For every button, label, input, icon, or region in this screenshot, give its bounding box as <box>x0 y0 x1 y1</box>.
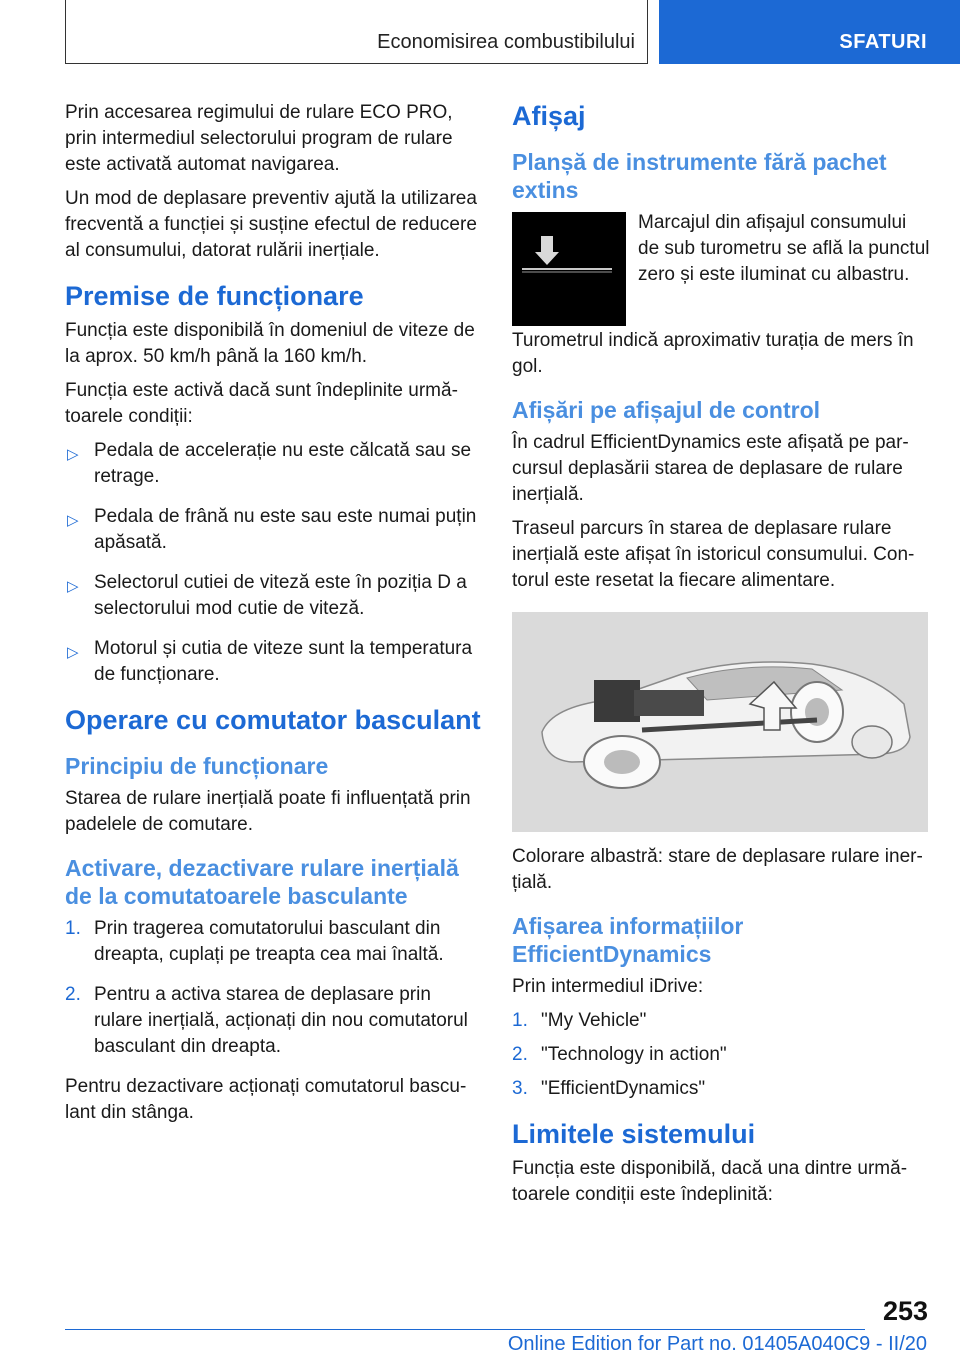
heading-afisari: Afișări pe afișajul de control <box>512 397 821 423</box>
bullet-triangle-icon: ▷ <box>67 644 79 661</box>
list-item: 1. "My Vehicle" <box>512 1010 647 1031</box>
paragraph-idle: Turometrul indică aproximativ turația de mers în gol. <box>512 330 914 377</box>
paragraph-deactivate: Pentru dezactivare acționați comutatorul basculant din stânga. <box>65 1076 467 1123</box>
list-item: 3. "EfficientDynamics" <box>512 1078 706 1099</box>
conditions-list <box>65 438 483 688</box>
section-tab-label: SFATURI <box>839 31 927 53</box>
heading-info: Afișarea informațiilor EfficientDynamics <box>512 913 744 967</box>
list-item: ▷ Pedala de accelerație nu este călcată sau se retrage. <box>67 440 472 487</box>
paragraph-paddles: Starea de rulare inerțială poate fi influențată prin padelele de comutare. <box>65 788 471 835</box>
consumption-indicator-icon <box>512 212 626 326</box>
heading-operare: Operare cu comutator basculant <box>65 705 481 735</box>
list-item: ▷ Motorul și cutia de viteze sunt la temperatura de funcționare. <box>67 638 473 685</box>
heading-premise: Premise de funcționare <box>65 281 364 311</box>
list-item: ▷ Pedala de frână nu este sau este numai puțin apăsată. <box>67 506 477 553</box>
footer-divider <box>65 1329 865 1330</box>
heading-plansa: Planșă de instrumente fără pachet extins <box>512 149 887 203</box>
idrive-steps <box>512 1008 932 1102</box>
page-number: 253 <box>882 1296 928 1326</box>
edition-note: Online Edition for Part no. 01405A040C9 - II/20 <box>507 1333 927 1355</box>
bullet-triangle-icon: ▷ <box>67 578 79 595</box>
chapter-title: Economisirea combustibilului <box>377 31 635 53</box>
paragraph-history: Traseul parcurs în starea de deplasare rulare inerțială este afișat în istoricul consumului. Contorul este resetat la fiecare alimentare. <box>512 518 915 591</box>
paragraph-blue-color: Colorare albastră: stare de deplasare rulare inerțială. <box>512 846 923 893</box>
paragraph-speed-range: Funcția este disponibilă în domeniul de viteze de la aprox. 50 km/h până la 160 km/h. <box>65 320 475 367</box>
heading-afisaj: Afișaj <box>512 101 586 131</box>
paragraph-conditions: Funcția este activă dacă sunt îndeplinite următoarele condiții: <box>65 380 458 427</box>
paragraph-efficientdynamics: În cadrul EfficientDynamics este afișată pe parcursul deplasării starea de deplasare de rulare inerțială. <box>512 432 909 505</box>
list-item: 1. Prin tragerea comutatorului basculant din dreapta, cuplați pe treapta cea mai înaltă. <box>65 918 444 965</box>
bullet-triangle-icon: ▷ <box>67 512 79 529</box>
paragraph-preventive: Un mod de deplasare preventiv ajută la utilizarea frecventă a funcției și susține efectul de reducere al consumului, datorat rulării inerțiale. <box>65 188 477 261</box>
heading-activare: Activare, dezactivare rulare inerțială de la comutatoarele basculante <box>65 855 459 909</box>
list-item: 2. "Technology in action" <box>512 1044 727 1065</box>
header-frame <box>65 0 648 64</box>
bullet-triangle-icon: ▷ <box>67 446 79 463</box>
list-item: ▷ Selectorul cutiei de viteză este în poziția D a selectorului mod cutie de viteză. <box>67 572 467 619</box>
indicator-block <box>512 210 932 328</box>
activation-steps <box>65 916 483 1060</box>
paragraph-eco-pro: Prin accesarea regimului de rulare ECO PRO, prin intermediul selectorului program de rulare este activată automat navigarea. <box>65 102 453 175</box>
car-illustration <box>512 612 928 832</box>
list-item: 2. Pentru a activa starea de deplasare prin rulare inerțială, acționați din nou comutatorul basculant din dreapta. <box>65 984 468 1057</box>
paragraph-limits: Funcția este disponibilă, dacă una dintre următoarele condiții este îndeplinită: <box>512 1158 908 1205</box>
left-column <box>65 100 483 1134</box>
paragraph-marker: Marcajul din afișajul consumului de sub turometru se află la punctul zero și este iluminat cu albastru. <box>638 212 930 285</box>
right-column <box>512 100 932 1216</box>
heading-principiu: Principiu de funcționare <box>65 753 329 779</box>
section-tab <box>659 0 960 64</box>
paragraph-idrive: Prin intermediul iDrive: <box>512 976 704 997</box>
heading-limite: Limitele sistemului <box>512 1119 756 1149</box>
